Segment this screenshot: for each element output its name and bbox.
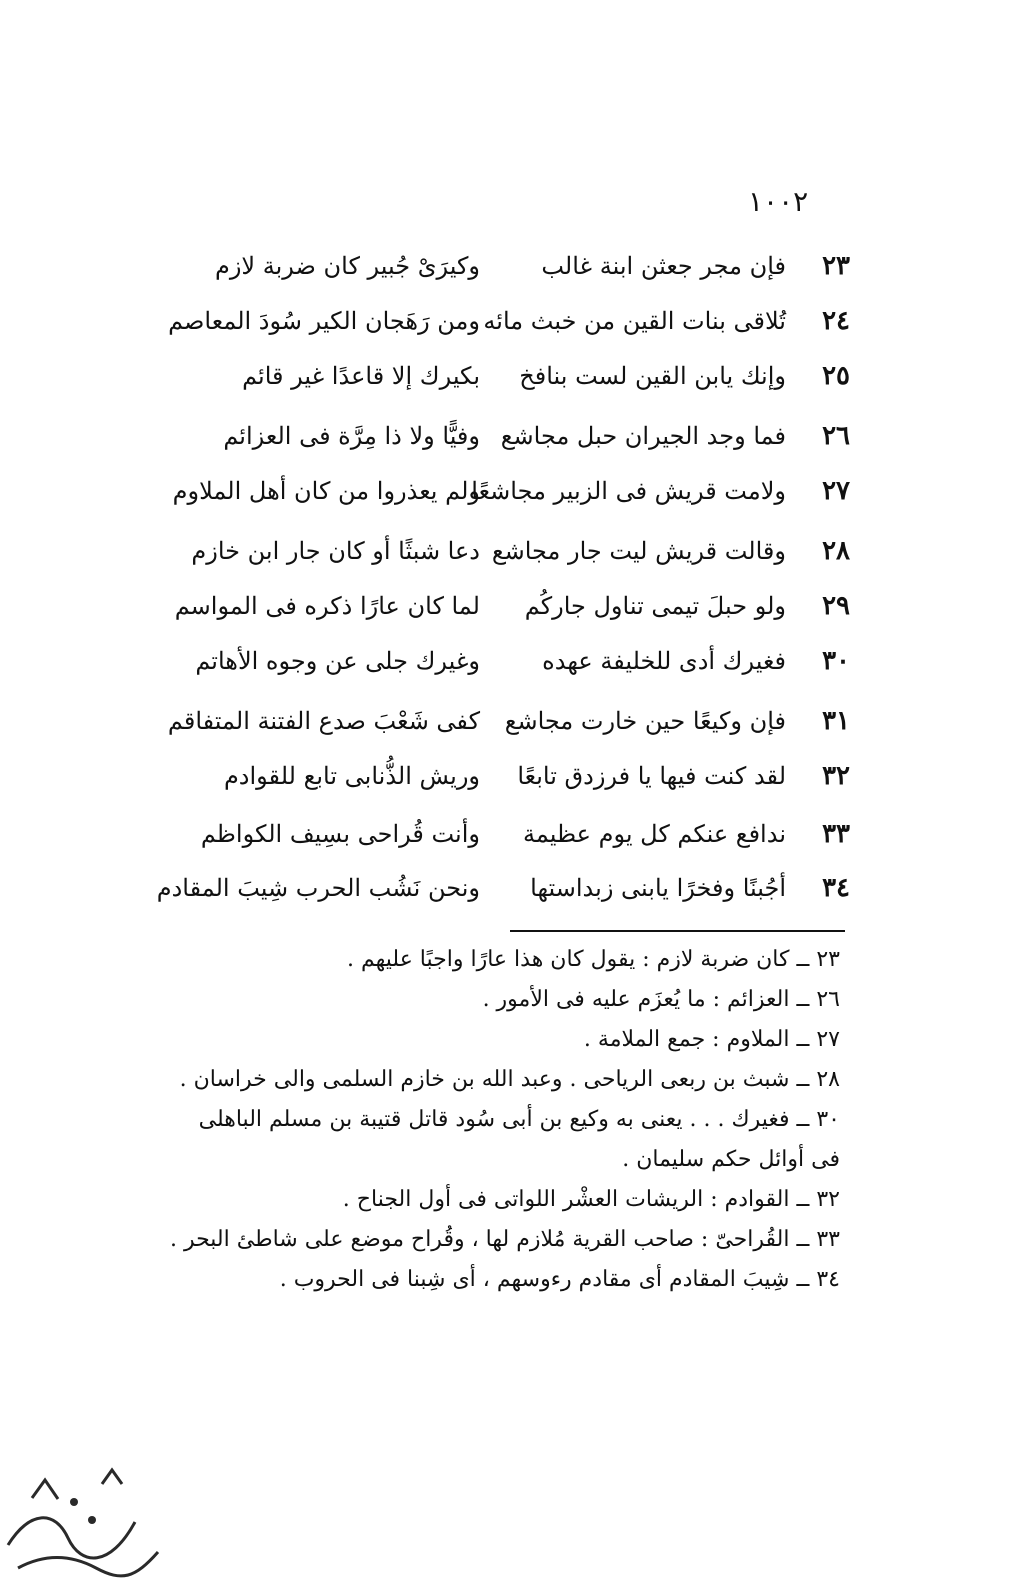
- verse-number: ٣٢: [822, 761, 850, 791]
- poem-line: [175, 410, 850, 462]
- footnote: ٢٦ ــ العزائم : ما يُعزَم عليه فى الأمور .: [482, 987, 840, 1012]
- first-hemistich: ندافع عنكم كل يوم عظيمة: [522, 820, 786, 848]
- first-hemistich: وإنك يابن القين لست بنافخ: [519, 362, 786, 390]
- second-hemistich: لما كان عارًا ذكره فى المواسم: [174, 592, 480, 620]
- second-hemistich: ولم يعذروا من كان أهل الملاوم: [172, 477, 480, 505]
- second-hemistich: وفيًّا ولا ذا مِرَّة فى العزائم: [223, 422, 480, 450]
- footnotes: [165, 940, 840, 1300]
- second-hemistich: كفى شَعْبَ صدع الفتنة المتفاقم: [167, 707, 480, 735]
- second-hemistich: ومن رَهَجان الكير سُودَ المعاصم: [168, 307, 480, 335]
- verse-number: ٢٩: [822, 591, 850, 621]
- footnote: ٣٢ ــ القوادم : الريشات العشْر اللواتى فى أول الجناح .: [342, 1187, 840, 1212]
- second-hemistich: بكيرك إلا قاعدًا غير قائم: [242, 362, 480, 390]
- first-hemistich: ولامت قريش فى الزبير مجاشعًا: [471, 477, 786, 505]
- second-hemistich: وأنت قُراحى بسِيف الكواظم: [200, 820, 480, 848]
- first-hemistich: أجُبنًا وفخرًا يابنى زبداستها: [530, 874, 786, 902]
- first-hemistich: فإن وكيعًا حين خارت مجاشع: [504, 707, 786, 735]
- verse-number: ٢٦: [822, 421, 850, 451]
- poem-line: [175, 240, 850, 292]
- footnote: ٢٣ ــ كان ضربة لازم : يقول كان هذا عارًا واجبًا عليهم .: [347, 947, 840, 972]
- poem-line: [167, 695, 850, 747]
- verse-number: ٢٧: [822, 476, 850, 506]
- verse-number: ٣٣: [822, 819, 850, 849]
- first-hemistich: ولو حبلَ تيمى تناول جاركُم: [524, 592, 786, 620]
- second-hemistich: وكيرَىْ جُبير كان ضربة لازم: [214, 252, 480, 280]
- verse-number: ٣٤: [822, 873, 850, 903]
- stamp-icon: [0, 1450, 170, 1590]
- first-hemistich: لقد كنت فيها يا فرزدق تابعًا: [517, 762, 786, 790]
- poem-line: [175, 525, 850, 577]
- footnote: ٣٤ ــ شِيبَ المقادم أى مقادم رءوسهم ، أى شِبنا فى الحروب .: [279, 1267, 840, 1292]
- footnote: ٣٠ ــ فغيرك . . . يعنى به وكيع بن أبى سُود قاتل قتيبة بن مسلم الباهلى فى أوائل حكم سليمان .: [198, 1107, 840, 1172]
- first-hemistich: فغيرك أدى للخليفة عهده: [542, 647, 786, 675]
- second-hemistich: ونحن نَشُب الحرب شِيبَ المقادم: [156, 874, 480, 902]
- footnote: ٣٣ ــ القُراحىّ : صاحب القرية مُلازم لها ، وقُراح موضع على شاطئ البحر .: [169, 1227, 840, 1252]
- first-hemistich: وقالت قريش ليت جار مجاشع: [491, 537, 786, 565]
- poem-line: [156, 862, 850, 914]
- second-hemistich: دعا شبثًا أو كان جار ابن خازم: [191, 537, 480, 565]
- verse-number: ٢٨: [822, 536, 850, 566]
- poem-line: [175, 635, 850, 687]
- footnote: ٢٨ ــ شبث بن ربعى الرياحى . وعبد الله بن خازم السلمى والى خراسان .: [179, 1067, 840, 1092]
- footnote: ٢٧ ــ الملاوم : جمع الملامة .: [583, 1027, 840, 1052]
- verse-number: ٢٣: [822, 251, 850, 281]
- poem-line: [175, 350, 850, 402]
- second-hemistich: وغيرك جلى عن وجوه الأهاتم: [195, 647, 480, 675]
- watermark-stamp: [0, 1450, 170, 1590]
- poem-line: [175, 750, 850, 802]
- verse-number: ٢٥: [822, 361, 850, 391]
- verse-number: ٣٠: [822, 646, 850, 676]
- first-hemistich: تُلاقى بنات القين من خبث مائه: [483, 307, 786, 335]
- verse-number: ٣١: [822, 706, 850, 736]
- footnote-divider: [510, 930, 845, 932]
- poem-line: [175, 580, 850, 632]
- poem-line: [172, 465, 850, 517]
- first-hemistich: فإن مجر جعثن ابنة غالب: [541, 252, 786, 280]
- first-hemistich: فما وجد الجيران حبل مجاشع: [500, 422, 786, 450]
- poem-line: [168, 295, 850, 347]
- verse-number: ٢٤: [822, 306, 850, 336]
- second-hemistich: وريش الذُّنابى تابع للقوادم: [223, 762, 480, 790]
- poem-line: [175, 808, 850, 860]
- page-number: ١٠٠٢: [748, 185, 809, 218]
